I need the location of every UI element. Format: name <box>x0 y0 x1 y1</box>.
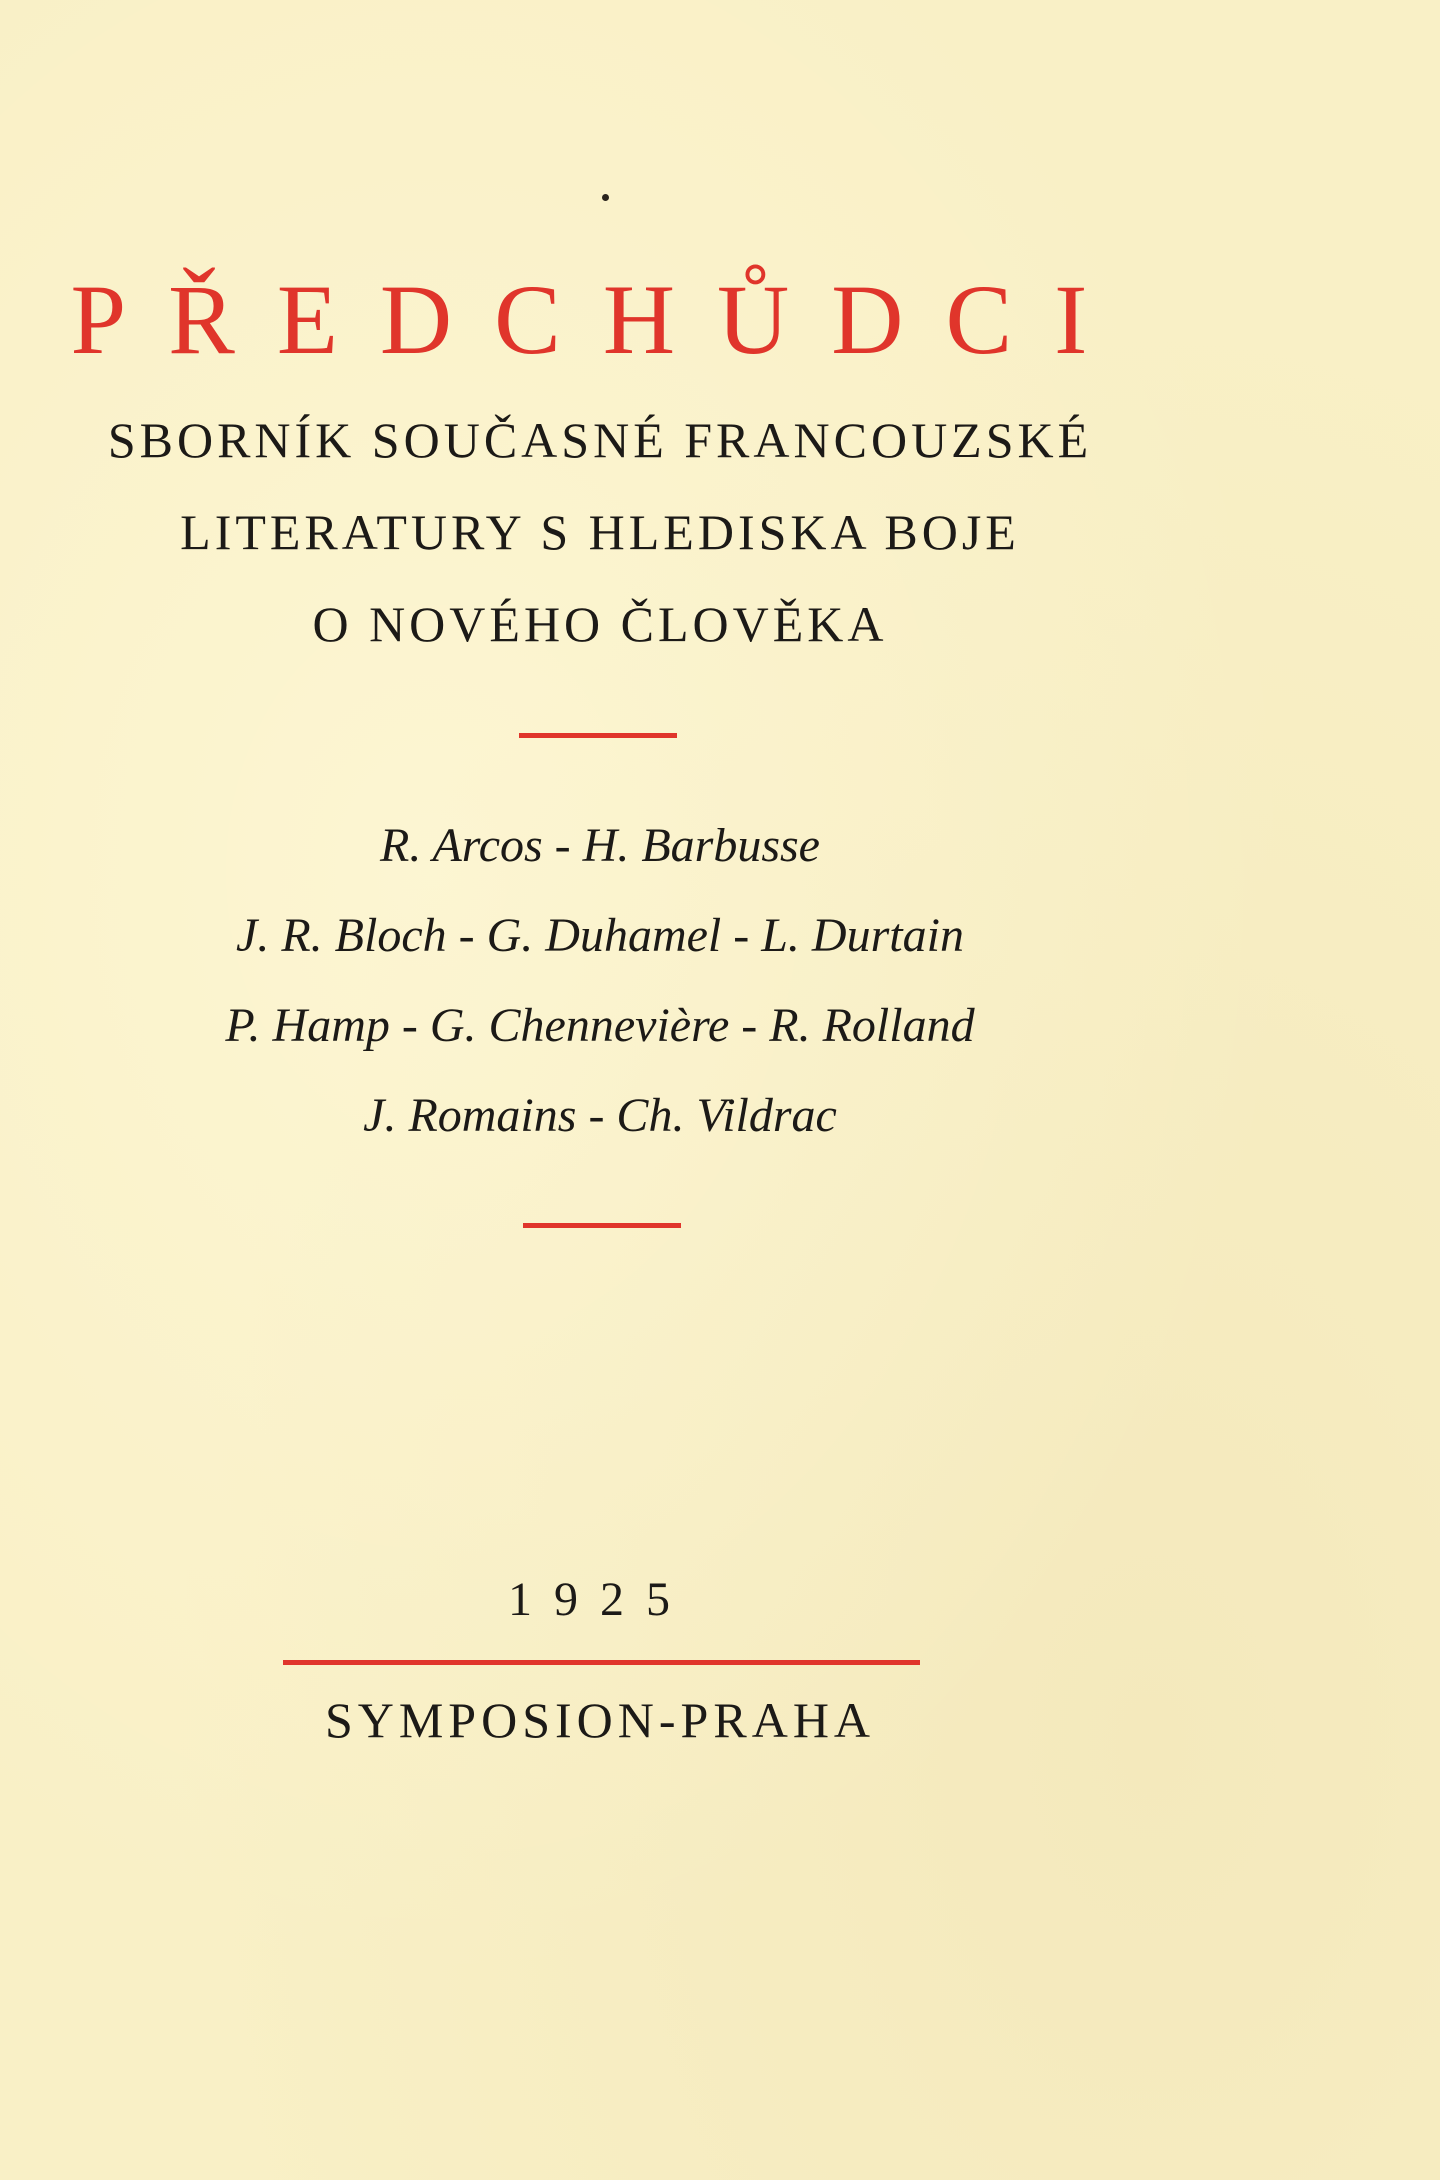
book-title: PŘEDCHŮDCI <box>70 264 1130 375</box>
publisher-imprint: SYMPOSION-PRAHA <box>324 1692 876 1748</box>
divider-rule-middle <box>523 1223 681 1228</box>
divider-rule-top <box>519 733 677 738</box>
divider-rule-bottom <box>283 1660 920 1665</box>
authors-line-4: J. Romains - Ch. Vildrac <box>363 1089 837 1142</box>
authors-line-3: P. Hamp - G. Chennevière - R. Rolland <box>225 999 975 1052</box>
authors-line-2: J. R. Bloch - G. Duhamel - L. Durtain <box>236 909 964 962</box>
publication-year: 1925 <box>508 1573 692 1626</box>
subtitle-line-3: O NOVÉHO ČLOVĚKA <box>312 596 888 652</box>
authors-line-1: R. Arcos - H. Barbusse <box>380 819 820 872</box>
ink-speck <box>602 194 609 201</box>
subtitle-line-1: SBORNÍK SOUČASNÉ FRANCOUZSKÉ <box>107 412 1093 468</box>
subtitle-line-2: LITERATURY S HLEDISKA BOJE <box>180 504 1020 560</box>
